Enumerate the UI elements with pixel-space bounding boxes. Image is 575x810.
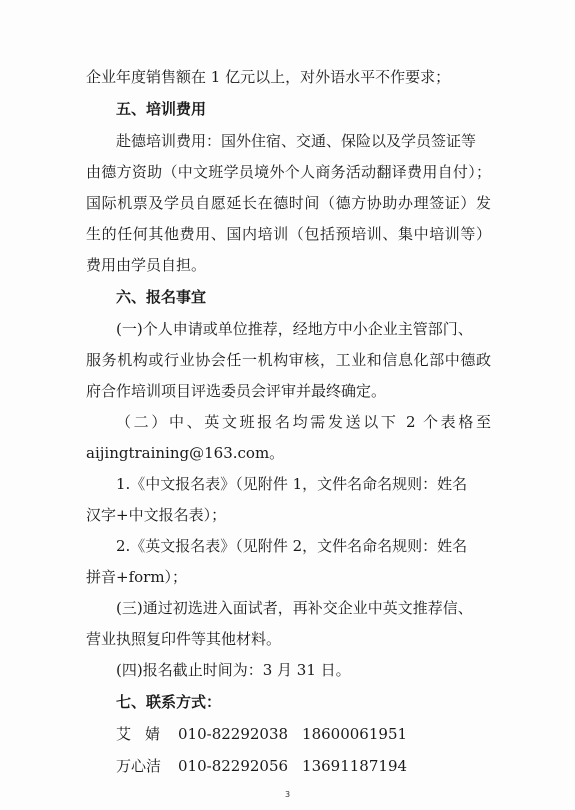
section-heading-training-fees: 五、培训费用 [116,100,207,118]
section-heading-registration: 六、报名事宜 [116,288,207,306]
paragraph-line: 2.《英文报名表》（见附件 2，文件名命名规则：姓名 [116,537,468,555]
paragraph-line: (一)个人申请或单位推荐，经地方中小企业主管部门、 [116,320,473,338]
paragraph-line: 营业执照复印件等其他材料。 [86,630,282,648]
paragraph-line: 1.《中文报名表》（见附件 1，文件名命名规则：姓名 [116,475,468,493]
contact-mobile: 13691187194 [302,757,408,775]
contact-phone: 010-82292038 [178,725,289,743]
paragraph-line: （二）中、英文班报名均需发送以下 2 个表格至 [116,413,491,431]
email-address: aijingtraining@163.com。 [86,444,285,462]
paragraph-line: (四)报名截止时间为：3 月 31 日。 [116,661,351,679]
contact-mobile: 18600061951 [302,725,408,743]
paragraph-line: 生的任何其他费用、国内培训（包括预培训、集中培训等） [86,225,491,243]
paragraph-line: 企业年度销售额在 1 亿元以上，对外语水平不作要求； [86,68,451,86]
page-number: 3 [284,790,291,799]
paragraph-line: 由德方资助（中文班学员境外个人商务活动翻译费用自付）； [86,163,491,181]
paragraph-line: 赴德培训费用：国外住宿、交通、保险以及学员签证等 [116,132,477,150]
contact-name: 艾婧 [116,725,175,743]
paragraph-line: 服务机构或行业协会任一机构审核，工业和信息化部中德政 [86,351,491,369]
paragraph-line: 汉字+中文报名表）； [86,506,227,524]
paragraph-line: 府合作培训项目评选委员会评审并最终确定。 [86,382,387,400]
contact-name: 万心洁 [116,757,162,775]
paragraph-line: (三)通过初选进入面试者，再补交企业中英文推荐信、 [116,599,473,617]
paragraph-line: 费用由学员自担。 [86,256,207,274]
contact-row [116,724,407,744]
section-heading-contact: 七、联系方式： [116,693,222,711]
paragraph-line: 国际机票及学员自愿延长在德时间（德方协助办理签证）发 [86,194,491,212]
paragraph-line: 拼音+form）； [86,568,188,586]
contact-row [116,756,407,776]
contact-phone: 010-82292056 [178,757,289,775]
